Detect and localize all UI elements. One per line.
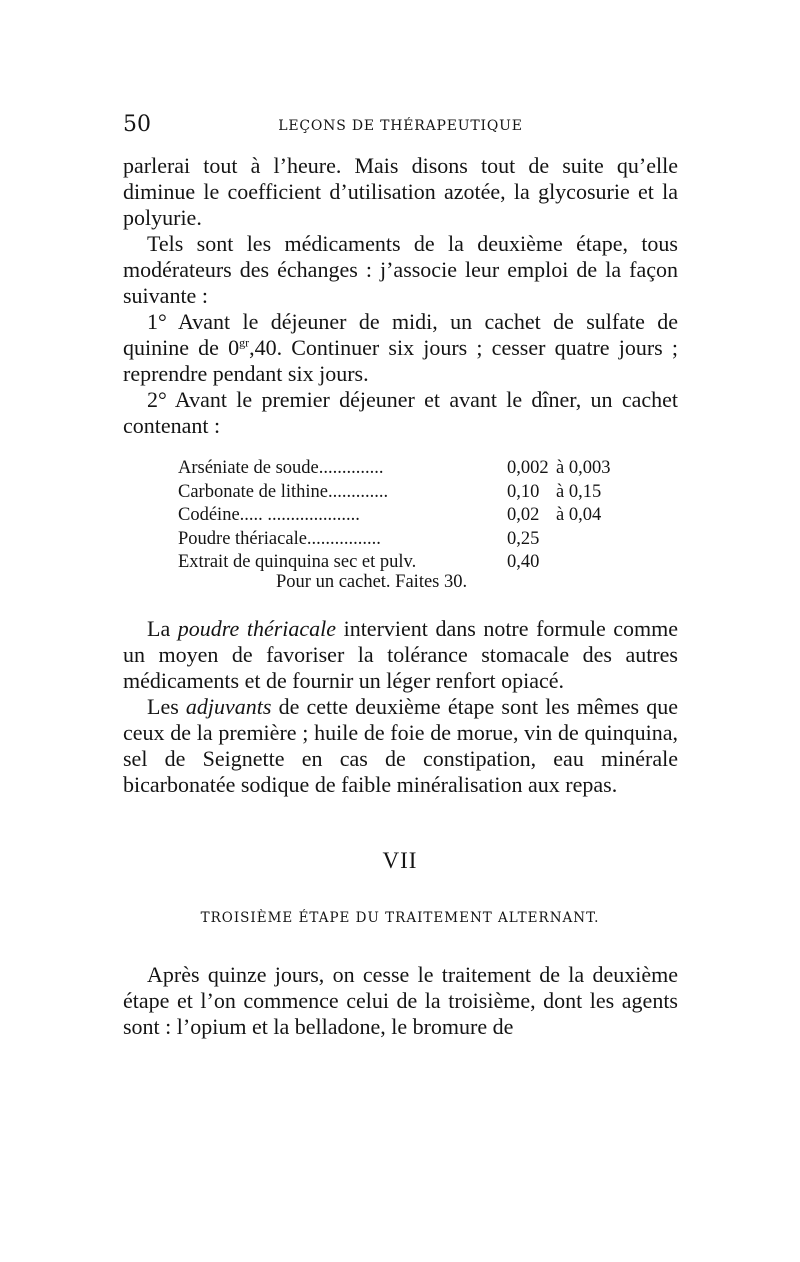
formula-row <box>178 528 648 552</box>
ingredient-quantity: 0,40 <box>507 552 540 572</box>
text-block-3 <box>123 962 678 1040</box>
formula-row <box>178 504 648 528</box>
ingredient-range: à 0,15 <box>556 481 602 502</box>
ingredient-quantity: 0,25 <box>507 528 540 549</box>
text-run: ,40. Continuer six jours ; cesser quatre jours ; reprendre pendant six jours. <box>123 335 678 386</box>
ingredient-name: Codéine..... .................... <box>178 505 360 525</box>
paragraph: Tels sont les médicaments de la deuxième étape, tous modérateurs des échanges : j’associe leur emploi de la façon suivante : <box>123 231 678 308</box>
paragraph: Après quinze jours, on cesse le traitement de la deuxième étape et l’on commence celui de la troisième, dont les agents sont : l’opium et la belladone, le bromure de <box>123 962 678 1039</box>
page-header <box>123 112 678 142</box>
italic-term: adjuvants <box>185 694 272 719</box>
text-run: intervient dans notre formule comme un moyen de favoriser la tolérance stomacale des autres médicaments et de fournir un léger renfort opiacé. <box>123 616 679 693</box>
ingredient-name: Carbonate de lithine............. <box>178 481 389 502</box>
text-run: Les <box>147 694 186 719</box>
text-run: La <box>147 616 178 641</box>
paragraph <box>123 694 678 798</box>
paragraph <box>123 616 678 694</box>
italic-term: poudre thériacale <box>177 616 337 641</box>
ingredient-name: Extrait de quinquina sec et pulv. <box>178 552 417 572</box>
paragraph: 2° Avant le premier déjeuner et avant le dîner, un cachet contenant : <box>123 387 678 438</box>
unit-superscript: gr <box>239 335 250 350</box>
running-head: LEÇONS DE THÉRAPEUTIQUE <box>278 118 523 134</box>
prescription-formula <box>178 457 648 592</box>
ingredient-name: Poudre thériacale................ <box>178 528 381 549</box>
dose-instruction: Pour un cachet. Faites 30. <box>276 572 468 592</box>
ingredient-quantity: 0,002 <box>507 458 549 478</box>
text-run: 1° Avant le déjeuner de midi, un cachet de sulfate de quinine de 0 <box>123 309 678 360</box>
section-title: TROISIÈME ÉTAPE DU TRAITEMENT ALTERNANT. <box>200 910 600 926</box>
paragraph <box>123 309 678 387</box>
text-block-1 <box>123 153 678 439</box>
paragraph: parlerai tout à l’heure. Mais disons tout de suite qu’elle diminue le coefficient d’utilisation azotée, la glycosurie et la polyurie. <box>123 153 678 230</box>
page-number: 50 <box>123 112 151 137</box>
section-number: VII <box>382 848 418 873</box>
text-run: de cette deuxième étape sont les mêmes que ceux de la première ; huile de foie de morue, vin de quinquina, sel de Seignette en cas de constipation, eau minérale bicarbonatée sodique de faible minéralisation aux repas. <box>123 694 678 797</box>
text-block-2 <box>123 616 678 798</box>
ingredient-range: à 0,003 <box>556 458 611 478</box>
ingredient-range: à 0,04 <box>556 505 602 525</box>
ingredient-quantity: 0,10 <box>507 481 540 502</box>
ingredient-name: Arséniate de soude.............. <box>178 458 384 478</box>
formula-row <box>178 481 648 505</box>
formula-row <box>178 457 648 481</box>
ingredient-quantity: 0,02 <box>507 505 540 525</box>
